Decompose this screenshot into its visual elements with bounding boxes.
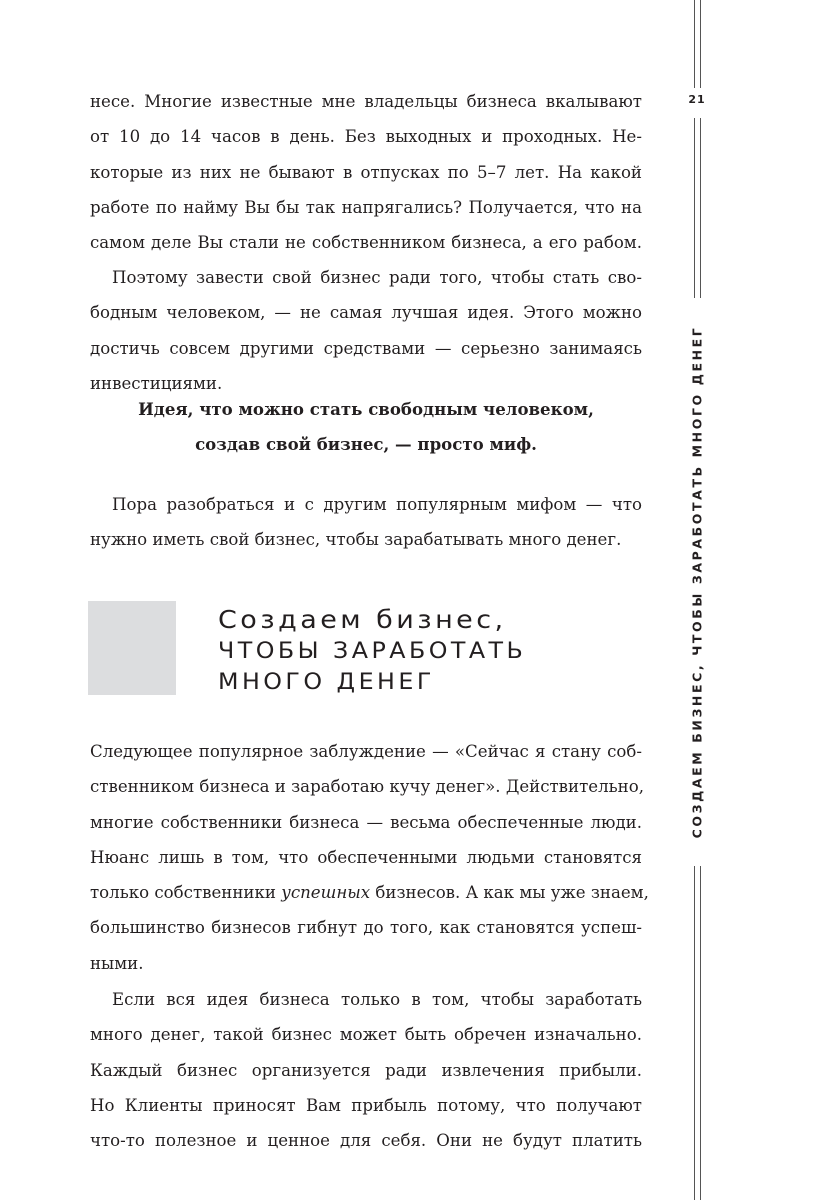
highlight-quote (90, 392, 642, 463)
text-line: Пора разобраться и с другим популярным мифом — что (112, 495, 642, 514)
text-line: большинство бизнесов гибнут до того, как становятся успеш- (90, 918, 642, 938)
heading-line: МНОГО ДЕНЕГ (218, 670, 435, 695)
text-line (90, 875, 649, 910)
text-line: работе по найму Вы бы так напрягались? Получается, что на (90, 197, 642, 217)
text-line: Но Клиенты приносят Вам прибыль потому, что получают (90, 1095, 642, 1115)
text-line: ными. (90, 953, 144, 973)
text-line: создав свой бизнес, — просто миф. (195, 434, 537, 455)
text-segment: только собственники (90, 883, 282, 903)
margin-rule (700, 118, 701, 298)
margin-rule (700, 0, 701, 88)
paragraph-2 (90, 260, 642, 401)
text-line: которые из них не бывают в отпусках по 5–7 лет. На какой (90, 162, 642, 182)
margin-rule (694, 866, 695, 1200)
text-line: достичь совсем другими средствами — серьезно занимаясь (90, 338, 642, 358)
text-line: Каждый бизнес организуется ради извлечения прибыли. (90, 1060, 642, 1080)
running-head: СОЗДАЕМ БИЗНЕС, ЧТОБЫ ЗАРАБОТАТЬ МНОГО ДЕНЕГ (689, 325, 705, 839)
heading-decor-box (88, 601, 176, 695)
italic-word: успешных (281, 883, 371, 903)
text-line: многие собственники бизнеса — весьма обеспеченные люди. (90, 812, 642, 832)
text-line: от 10 до 14 часов в день. Без выходных и проходных. Не- (90, 127, 642, 147)
text-line: что-то полезное и ценное для себя. Они не будут платить (90, 1131, 642, 1151)
paragraph-5 (90, 982, 642, 1158)
text-line: Нюанс лишь в том, что обеспеченными людьми становятся (90, 847, 642, 867)
text-line: Поэтому завести свой бизнес ради того, чтобы стать сво- (112, 268, 642, 287)
text-line: Если вся идея бизнеса только в том, чтобы заработать (112, 990, 642, 1009)
section-heading (218, 604, 527, 699)
margin-rule (694, 118, 695, 298)
text-line: Следующее популярное заблуждение — «Сейчас я стану соб- (90, 742, 642, 761)
paragraph-4 (90, 734, 649, 981)
text-line: несе. Многие известные мне владельцы бизнеса вкалывают (90, 92, 642, 111)
paragraph-3 (90, 487, 642, 558)
page-number: 21 (688, 93, 706, 106)
text-line: нужно иметь свой бизнес, чтобы зарабатывать много денег. (90, 530, 622, 550)
text-line: много денег, такой бизнес может быть обречен изначально. (90, 1025, 642, 1045)
text-segment: бизнесов. А как мы уже знаем, (370, 883, 649, 903)
margin-rule (700, 866, 701, 1200)
text-line: бодным человеком, — не самая лучшая идея. Этого можно (90, 303, 642, 323)
text-line: самом деле Вы стали не собственником бизнеса, а его рабом. (90, 233, 642, 253)
text-line: инвестициями. (90, 373, 223, 393)
heading-line: ЧТОБЫ ЗАРАБОТАТЬ (218, 638, 527, 664)
text-line: Идея, что можно стать свободным человеком, (138, 399, 594, 419)
paragraph-1 (90, 84, 642, 260)
heading-line: Создаем бизнес, (218, 605, 507, 634)
margin-rule (694, 0, 695, 88)
text-line: ственником бизнеса и заработаю кучу денег». Действительно, (90, 777, 644, 797)
